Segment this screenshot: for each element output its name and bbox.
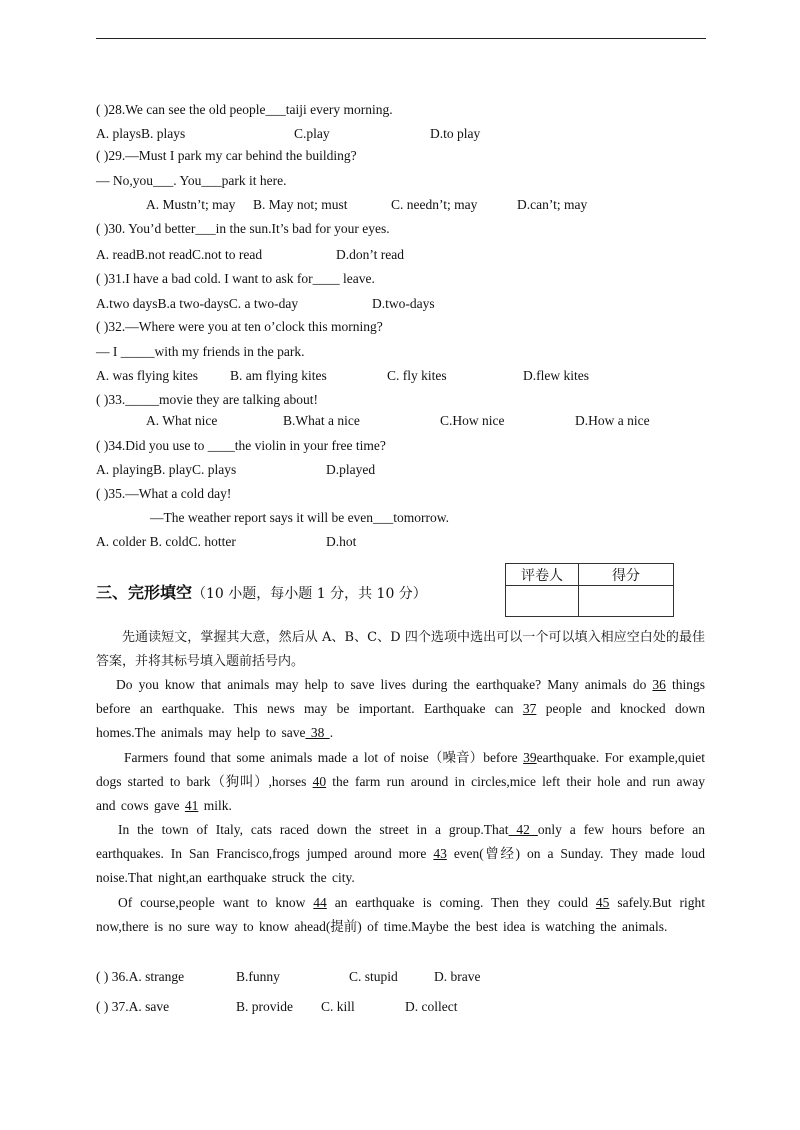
choice-36-prefix: ( ) 36.A. strange xyxy=(96,969,185,984)
question-32-option-a: A. was flying kites xyxy=(96,368,198,383)
blank-36: 36 xyxy=(652,677,666,692)
question-29-option-b: B. May not; must xyxy=(253,197,348,212)
choice-37-option-b: B. provide xyxy=(236,999,293,1014)
blank-41: 41 xyxy=(184,798,199,814)
grader-cell[interactable] xyxy=(506,586,579,617)
score-label: 得分 xyxy=(579,564,674,586)
question-30-option-abc: A. readB.not readC.not to read xyxy=(96,247,263,262)
section-title-text: 三、完形填空 xyxy=(96,583,193,602)
blank-38: 38 xyxy=(305,725,330,741)
question-35-option-abc: A. colder B. coldC. hotter xyxy=(96,534,236,549)
question-32-option-d: D.flew kites xyxy=(523,368,589,383)
score-table xyxy=(505,563,674,617)
question-33-option-c: C.How nice xyxy=(440,413,505,428)
choice-36-option-c: C. stupid xyxy=(349,969,398,984)
blank-43: 43 xyxy=(433,846,447,862)
choice-36-option-b: B.funny xyxy=(236,969,280,984)
choice-37-option-c: C. kill xyxy=(321,999,355,1014)
question-29-option-c: C. needn’t; may xyxy=(391,197,478,212)
section-subtitle: （10 小题，每小题 1 分，共 10 分） xyxy=(192,586,427,602)
section-title xyxy=(96,580,427,603)
question-29-option-d: D.can’t; may xyxy=(517,197,588,212)
score-cell[interactable] xyxy=(579,586,674,617)
question-34-stem: ( )34.Did you use to ____the violin in your free time? xyxy=(96,438,386,453)
question-29-stem: ( )29.—Must I park my car behind the building? xyxy=(96,148,357,163)
question-33-stem: ( )33._____movie they are talking about! xyxy=(96,392,318,407)
question-32-option-b: B. am flying kites xyxy=(230,368,327,383)
question-32-stem: ( )32.—Where were you at ten o’clock this morning? xyxy=(96,319,383,334)
blank-45: 45 xyxy=(595,895,610,910)
passage-paragraph-1: Do you know that animals may help to save lives during the earthquake? Many animals do 36 things before an earthquake. This news may be important. Earthquake can 37 people and knocked down homes.The animals may help to save 38 . xyxy=(96,677,705,741)
question-30-stem: ( )30. You’d better___in the sun.It’s bad for your eyes. xyxy=(96,221,390,236)
question-31-option-d: D.two-days xyxy=(372,296,435,311)
choice-37-option-d: D. collect xyxy=(405,999,458,1014)
question-28-option-d: D.to play xyxy=(430,126,481,141)
question-35-option-d: D.hot xyxy=(326,534,357,549)
question-35-stem: ( )35.—What a cold day! xyxy=(96,486,232,501)
question-31-option-abc: A.two daysB.a two-daysC. a two-day xyxy=(96,296,299,311)
question-31-stem: ( )31.I have a bad cold. I want to ask for____ leave. xyxy=(96,271,375,286)
question-35-stem-2: —The weather report says it will be even___tomorrow. xyxy=(150,510,450,525)
choice-37-prefix: ( ) 37.A. save xyxy=(96,999,170,1014)
question-30-option-d: D.don’t read xyxy=(336,247,404,262)
question-34-option-d: D.played xyxy=(326,462,376,477)
blank-44: 44 xyxy=(313,895,327,910)
header-rule xyxy=(96,38,706,39)
question-34-option-abc: A. playingB. playC. plays xyxy=(96,462,237,477)
question-28-stem: ( )28.We can see the old people___taiji every morning. xyxy=(96,102,393,117)
question-33-option-a: A. What nice xyxy=(146,413,218,428)
question-32-stem-2: — I _____with my friends in the park. xyxy=(96,344,305,359)
question-33-option-d: D.How a nice xyxy=(575,413,650,428)
blank-39: 39 xyxy=(523,750,537,765)
question-33-option-b: B.What a nice xyxy=(283,413,360,428)
question-28-option-ab: A. playsB. plays xyxy=(96,126,186,141)
passage-paragraph-4: Of course,people want to know 44 an earthquake is coming. Then they could 45 safely.But right now,there is no sure way to know ahead(提前) of time.Maybe the best idea is watching the animals. xyxy=(96,895,706,935)
grader-label: 评卷人 xyxy=(506,564,579,586)
blank-40: 40 xyxy=(312,774,327,790)
passage-paragraph-2: Farmers found that some animals made a lot of noise（噪音）before 39earthquake. For example,quiet dogs started to bark（狗叫）,horses 40 the farm run around in circles,mice left their hole and run away and cows gave 41 milk. xyxy=(96,750,705,814)
question-32-option-c: C. fly kites xyxy=(387,368,447,383)
instructions: 先通读短文，掌握其大意，然后从 A、B、C、D 四个选项中选出可以一个可以填入相应空白处的最佳答案，并将其标号填入题前括号内。 xyxy=(96,630,705,670)
question-29-stem-2: — No,you___. You___park it here. xyxy=(96,173,287,188)
blank-37: 37 xyxy=(522,701,537,717)
question-28-option-c: C.play xyxy=(294,126,330,141)
question-29-option-a: A. Mustn’t; may xyxy=(146,197,236,212)
choice-36-option-d: D. brave xyxy=(434,969,481,984)
blank-42: 42 xyxy=(508,822,538,837)
passage-paragraph-3: In the town of Italy, cats raced down the street in a group.That 42 only a few hours before an earthquakes. In San Francisco,frogs jumped around more 43 even(曾经) on a Sunday. They made loud noise.That night,an earthquake struck the city. xyxy=(96,822,706,886)
